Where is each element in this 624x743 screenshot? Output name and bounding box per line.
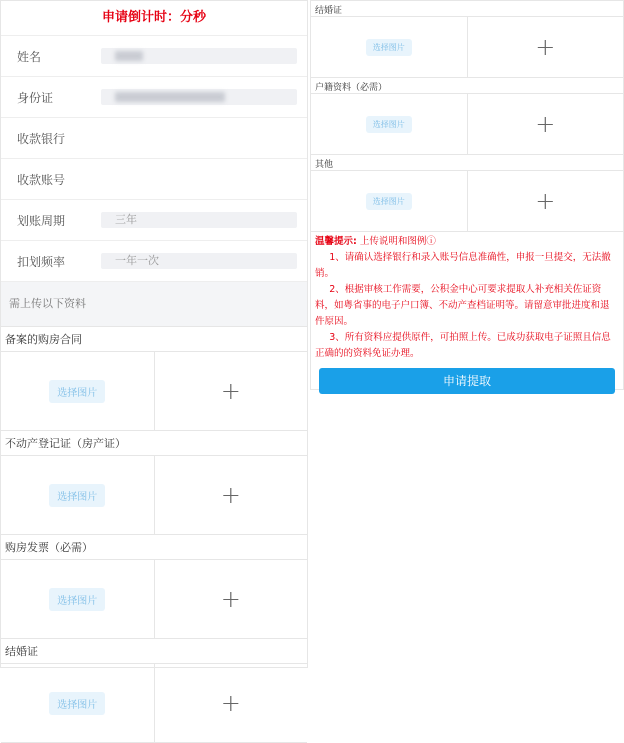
notice-block xyxy=(311,232,623,366)
id-field[interactable] xyxy=(101,89,297,105)
section-title: 不动产登记证（房产证） xyxy=(1,431,307,456)
choose-image-button[interactable]: 选择图片 xyxy=(49,380,105,403)
account-field[interactable] xyxy=(101,171,297,187)
choose-image-button[interactable]: 选择图片 xyxy=(366,116,412,133)
section-title: 结婚证 xyxy=(311,1,623,17)
field-label: 收款账号 xyxy=(17,172,66,187)
choose-image-button[interactable]: 选择图片 xyxy=(49,692,105,715)
notice-subtitle[interactable]: 上传说明和图例 xyxy=(359,236,427,247)
plus-icon[interactable]: + xyxy=(535,110,556,138)
name-field[interactable] xyxy=(101,48,297,64)
form-row-frequency xyxy=(1,241,307,282)
plus-icon[interactable]: + xyxy=(220,585,241,613)
upload-row xyxy=(1,352,307,431)
upload-row xyxy=(311,17,623,78)
field-label: 身份证 xyxy=(17,90,54,105)
notice-title: 温馨提示: xyxy=(315,236,357,247)
form-row-bank xyxy=(1,118,307,159)
form-row-cycle xyxy=(1,200,307,241)
submit-button[interactable]: 申请提取 xyxy=(319,368,615,394)
plus-icon[interactable]: + xyxy=(220,377,241,405)
form-row-account xyxy=(1,159,307,200)
plus-icon[interactable]: + xyxy=(535,187,556,215)
choose-image-button[interactable]: 选择图片 xyxy=(49,588,105,611)
choose-image-button[interactable]: 选择图片 xyxy=(49,484,105,507)
upload-row xyxy=(1,456,307,535)
notice-item: 2、根据审核工作需要，公积金中心可要求提取人补充相关佐证资料，如粤省事的电子户口簿、不动产查档证明等。请留意审批进度和退件原因。 xyxy=(315,284,610,327)
section-title: 结婚证 xyxy=(1,639,307,664)
field-label: 扣划频率 xyxy=(17,254,66,269)
left-panel xyxy=(0,0,308,717)
upload-row xyxy=(1,664,307,743)
section-title: 其他 xyxy=(311,155,623,171)
notice-item: 3、所有资料应提供原件，可拍照上传。已成功获取电子证照且信息正确的的资料免证办理。 xyxy=(315,332,611,359)
section-title: 购房发票（必需） xyxy=(1,535,307,560)
plus-icon[interactable]: + xyxy=(535,33,556,61)
choose-image-button[interactable]: 选择图片 xyxy=(366,193,412,210)
upload-header: 需上传以下资料 xyxy=(1,282,307,327)
right-panel xyxy=(310,0,624,390)
form-row-name xyxy=(1,36,307,77)
bank-field[interactable] xyxy=(101,130,297,146)
field-label: 姓名 xyxy=(17,49,42,64)
cycle-field[interactable]: 三年 xyxy=(101,212,297,228)
field-label: 划账周期 xyxy=(17,213,66,228)
plus-icon[interactable]: + xyxy=(220,689,241,717)
upload-row xyxy=(311,171,623,232)
upload-row xyxy=(1,560,307,639)
plus-icon[interactable]: + xyxy=(220,481,241,509)
section-title: 户籍资料（必需） xyxy=(311,78,623,94)
field-label: 收款银行 xyxy=(17,131,66,146)
section-title: 备案的购房合同 xyxy=(1,327,307,352)
notice-item: 1、请确认选择银行和录入账号信息准确性，申报一旦提交，无法撤销。 xyxy=(315,252,611,279)
upload-row xyxy=(311,94,623,155)
notice-heading xyxy=(315,234,617,250)
form-row-id xyxy=(1,77,307,118)
frequency-field[interactable]: 一年一次 xyxy=(101,253,297,269)
countdown-title: 申请倒计时：分秒 xyxy=(1,1,307,36)
choose-image-button[interactable]: 选择图片 xyxy=(366,39,412,56)
info-icon[interactable]: ⓘ xyxy=(426,236,436,247)
